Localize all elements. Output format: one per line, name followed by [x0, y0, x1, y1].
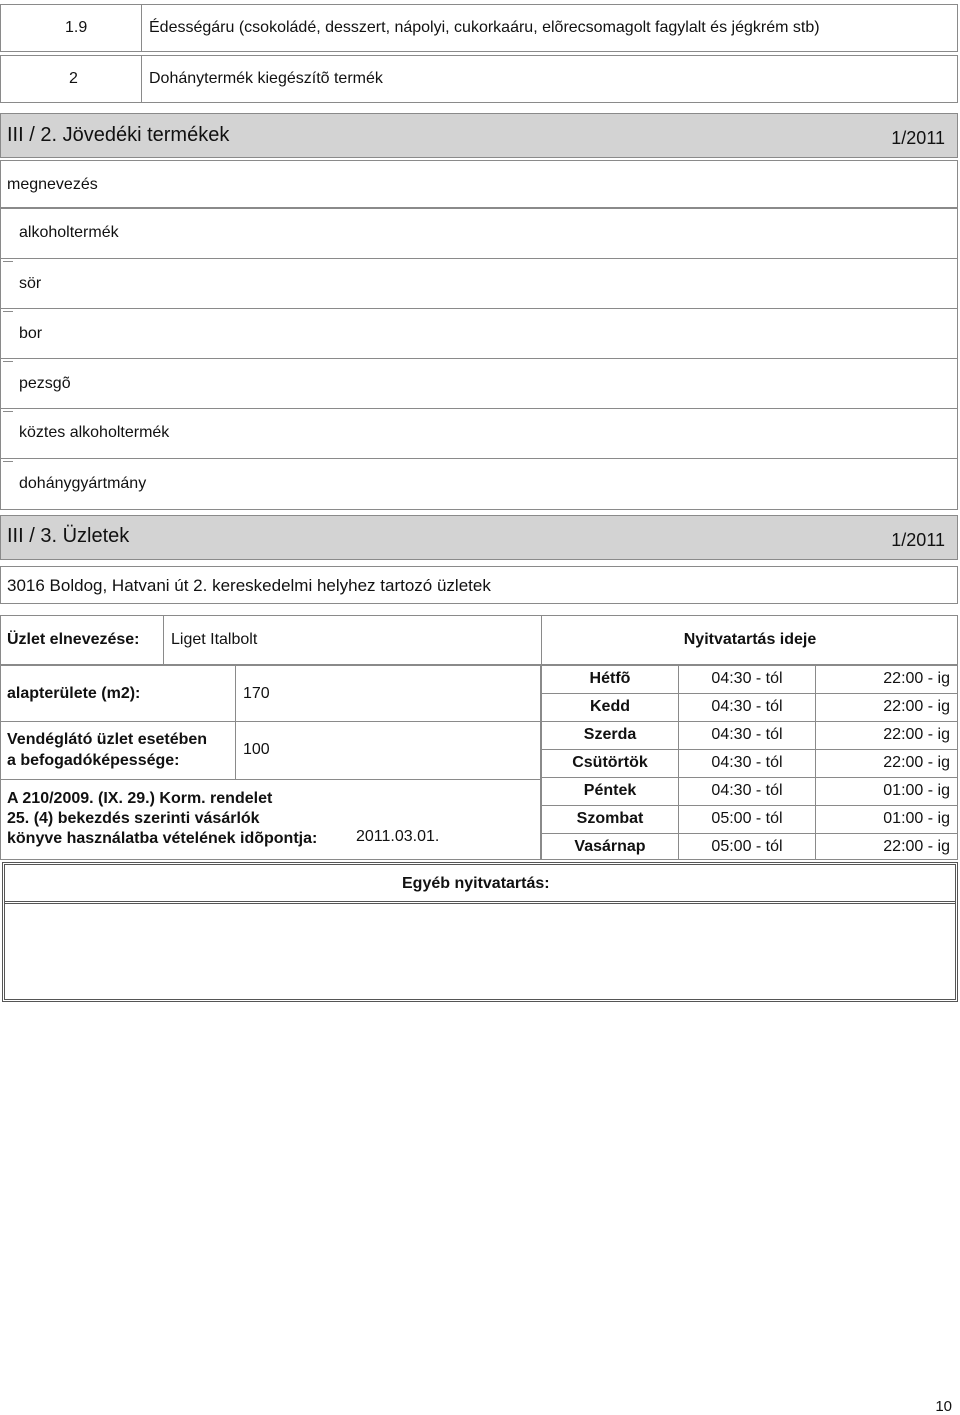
page-number: 10: [935, 1398, 952, 1415]
hours-to: 22:00 - ig: [883, 838, 950, 855]
shops-heading: III / 3. Üzletek: [7, 525, 130, 547]
hours-row: [542, 810, 950, 830]
regulation-date: 2011.03.01.: [356, 828, 440, 845]
hours-to: 01:00 - ig: [883, 810, 950, 827]
hours-day: Szerda: [583, 726, 637, 743]
other-hours-label: Egyéb nyitvatartás:: [402, 875, 550, 892]
hours-row: [542, 782, 950, 802]
regulation-text: A 210/2009. (IX. 29.) Korm. rendelet: [7, 790, 273, 807]
regulation-text: könyve használatba vételének idõpontja:: [7, 830, 318, 847]
row-code: 1.9: [65, 19, 88, 36]
hours-from: 04:30 - tól: [711, 726, 783, 743]
shops-date: 1/2011: [891, 530, 945, 550]
excise-heading: III / 2. Jövedéki termékek: [7, 124, 230, 146]
hours-from: 04:30 - tól: [711, 754, 783, 771]
capacity-value: 100: [243, 741, 270, 758]
row-1-9: [0, 4, 958, 52]
excise-column-label: megnevezés: [7, 176, 98, 193]
list-item: sör: [19, 275, 42, 292]
row-2: [0, 55, 958, 103]
shops-address: 3016 Boldog, Hatvani út 2. kereskedelmi helyhez tartozó üzletek: [7, 576, 491, 595]
list-item: pezsgõ: [19, 375, 71, 392]
hours-to: 22:00 - ig: [883, 670, 950, 687]
hours-row: [542, 838, 950, 858]
row-code: 2: [69, 70, 78, 87]
excise-list: [0, 208, 958, 510]
hours-table: [541, 665, 958, 860]
excise-date: 1/2011: [891, 128, 945, 148]
excise-column-header: [0, 160, 958, 208]
row-label: Édességáru (csokoládé, desszert, nápolyi, cukorkaáru, elõrecsomagolt fagylalt és jégkrém stb): [149, 19, 820, 36]
hours-title: Nyitvatartás ideje: [683, 631, 817, 648]
shops-heading-bar: [0, 515, 958, 560]
hours-to: 22:00 - ig: [883, 726, 950, 743]
row-label: Dohánytermék kiegészítõ termék: [149, 70, 383, 87]
list-item: alkoholtermék: [19, 224, 119, 241]
hours-to: 01:00 - ig: [883, 782, 950, 799]
shop-details: [0, 665, 541, 860]
shop-name-row: [0, 615, 958, 665]
shops-address-bar: [0, 566, 958, 604]
area-label: alapterülete (m2):: [7, 685, 141, 702]
capacity-label: Vendéglátó üzlet esetében: [7, 731, 208, 748]
hours-from: 05:00 - tól: [711, 810, 783, 827]
hours-from: 04:30 - tól: [711, 670, 783, 687]
hours-row: [542, 670, 950, 690]
hours-row: [542, 726, 950, 746]
other-hours-box: [2, 862, 958, 1002]
hours-from: 05:00 - tól: [711, 838, 783, 855]
hours-day: Csütörtök: [572, 754, 648, 771]
hours-from: 04:30 - tól: [711, 782, 783, 799]
regulation-text: 25. (4) bekezdés szerinti vásárlók: [7, 810, 260, 827]
hours-from: 04:30 - tól: [711, 698, 783, 715]
shop-name-label: Üzlet elnevezése:: [7, 631, 140, 648]
shop-name-value: Liget Italbolt: [171, 631, 258, 648]
hours-day: Vasárnap: [574, 838, 646, 855]
hours-day: Szombat: [576, 810, 644, 827]
list-item: bor: [19, 325, 43, 342]
list-item: dohánygyártmány: [19, 475, 147, 492]
hours-day: Péntek: [583, 782, 637, 799]
excise-heading-bar: [0, 113, 958, 158]
hours-day: Hétfõ: [589, 670, 631, 687]
hours-to: 22:00 - ig: [883, 754, 950, 771]
hours-day: Kedd: [590, 698, 630, 715]
hours-row: [542, 754, 950, 774]
list-item: köztes alkoholtermék: [19, 424, 170, 441]
hours-to: 22:00 - ig: [883, 698, 950, 715]
hours-row: [542, 698, 950, 718]
area-value: 170: [243, 685, 270, 702]
capacity-label: a befogadóképessége:: [7, 752, 180, 769]
